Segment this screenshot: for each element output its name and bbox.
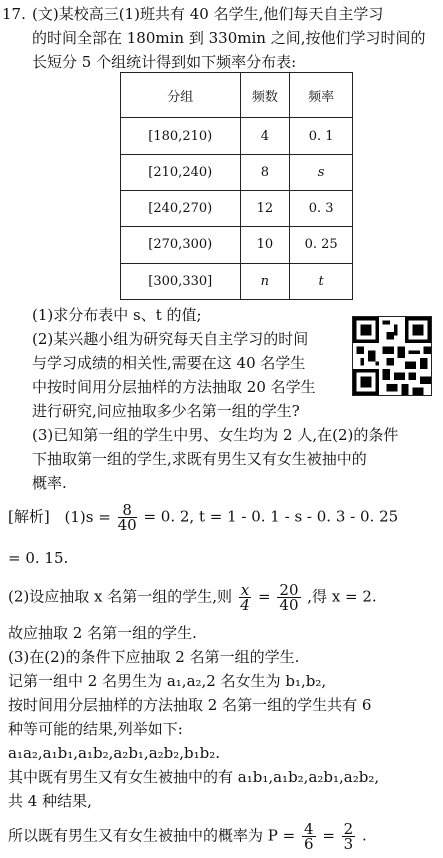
problem-number: 17. bbox=[2, 5, 26, 23]
table-row bbox=[121, 118, 353, 154]
problem-line-2: 的时间全部在 180min 到 330min 之间,按他们学习时间的 bbox=[32, 29, 426, 47]
solution-line-1: [解析] (1)s = $\frac{8}{40}$ = 0. 2, t = 1 - 0. 1 - s - 0. 3 - 0. 25 bbox=[8, 501, 399, 534]
table-row bbox=[121, 227, 353, 263]
table-cell: s bbox=[290, 154, 353, 190]
fraction: $\frac{4}{6}$ bbox=[303, 820, 314, 853]
solution-part-3-line-7: 共 4 种结果, bbox=[8, 792, 92, 810]
table-row bbox=[121, 263, 353, 299]
table-row bbox=[121, 191, 353, 227]
table-cell: [210,240) bbox=[121, 154, 241, 190]
solution-final: 所以既有男生又有女生被抽中的概率为 P = $\frac{4}{6}$ = $\frac{2}{3}$ . bbox=[8, 820, 367, 853]
table-header: 频率 bbox=[290, 73, 353, 118]
solution-part-3-line-6: 其中既有男生又有女生被抽中的有 a₁b₁,a₁b₂,a₂b₁,a₂b₂, bbox=[8, 768, 380, 786]
solution-tag: [解析] bbox=[8, 507, 50, 526]
question-2-line-1: (2)某兴趣小组为研究每天自主学习的时间 bbox=[32, 330, 309, 348]
question-3-line-3: 概率. bbox=[32, 474, 67, 492]
question-2-line-4: 进行研究,问应抽取多少名第一组的学生? bbox=[32, 402, 300, 420]
solution-line-2: = 0. 15. bbox=[8, 549, 69, 567]
solution-part-3-line-3: 按时间用分层抽样的方法抽取 2 名第一组的学生共有 6 bbox=[8, 696, 372, 714]
solution-part-3-line-5: a₁a₂,a₁b₁,a₁b₂,a₂b₁,a₂b₂,b₁b₂. bbox=[8, 744, 221, 762]
question-2-line-2: 与学习成绩的相关性,需要在这 40 名学生 bbox=[32, 354, 306, 372]
qr-code-icon bbox=[352, 316, 432, 396]
fraction: $\frac{x}{4}$ bbox=[240, 581, 250, 614]
solution-part-2-line-2: 故应抽取 2 名第一组的学生. bbox=[8, 624, 197, 642]
solution-part-3-line-4: 种等可能的结果,列举如下: bbox=[8, 720, 183, 738]
frequency-table bbox=[120, 72, 353, 300]
solution-part-2: (2)设应抽取 x 名第一组的学生,则 $\frac{x}{4}$ = $\frac{20}{40}$ ,得 x = 2. bbox=[8, 581, 377, 614]
table-cell: 10 bbox=[240, 227, 290, 263]
question-3-line-2: 下抽取第一组的学生,求既有男生又有女生被抽中的 bbox=[32, 450, 367, 468]
table-header-row bbox=[121, 73, 353, 118]
table-cell: [300,330] bbox=[121, 263, 241, 299]
table-cell: 8 bbox=[240, 154, 290, 190]
table-cell: [270,300) bbox=[121, 227, 241, 263]
table-cell: 4 bbox=[240, 118, 290, 154]
table-cell: 0. 3 bbox=[290, 191, 353, 227]
fraction: $\frac{20}{40}$ bbox=[279, 581, 299, 614]
table-row bbox=[121, 154, 353, 190]
fraction: $\frac{8}{40}$ bbox=[117, 501, 137, 534]
table-header: 频数 bbox=[240, 73, 290, 118]
table-cell: [240,270) bbox=[121, 191, 241, 227]
table-cell: 12 bbox=[240, 191, 290, 227]
table-cell: [180,210) bbox=[121, 118, 241, 154]
solution-part-3-line-1: (3)在(2)的条件下应抽取 2 名第一组的学生. bbox=[8, 648, 300, 666]
table-header: 分组 bbox=[121, 73, 241, 118]
table-cell: n bbox=[240, 263, 290, 299]
table-cell: 0. 25 bbox=[290, 227, 353, 263]
table-cell: 0. 1 bbox=[290, 118, 353, 154]
question-3-line-1: (3)已知第一组的学生中男、女生均为 2 人,在(2)的条件 bbox=[32, 426, 399, 444]
solution-part-3-line-2: 记第一组中 2 名男生为 a₁,a₂,2 名女生为 b₁,b₂, bbox=[8, 672, 327, 690]
fraction: $\frac{2}{3}$ bbox=[343, 820, 354, 853]
question-2-line-3: 中按时间用分层抽样的方法抽取 20 名学生 bbox=[32, 378, 316, 396]
problem-line-1: (文)某校高三(1)班共有 40 名学生,他们每天自主学习 bbox=[32, 5, 384, 23]
table-cell: t bbox=[290, 263, 353, 299]
problem-line-3: 长短分 5 个组统计得到如下频率分布表: bbox=[32, 53, 297, 71]
question-1: (1)求分布表中 s、t 的值; bbox=[32, 306, 202, 324]
